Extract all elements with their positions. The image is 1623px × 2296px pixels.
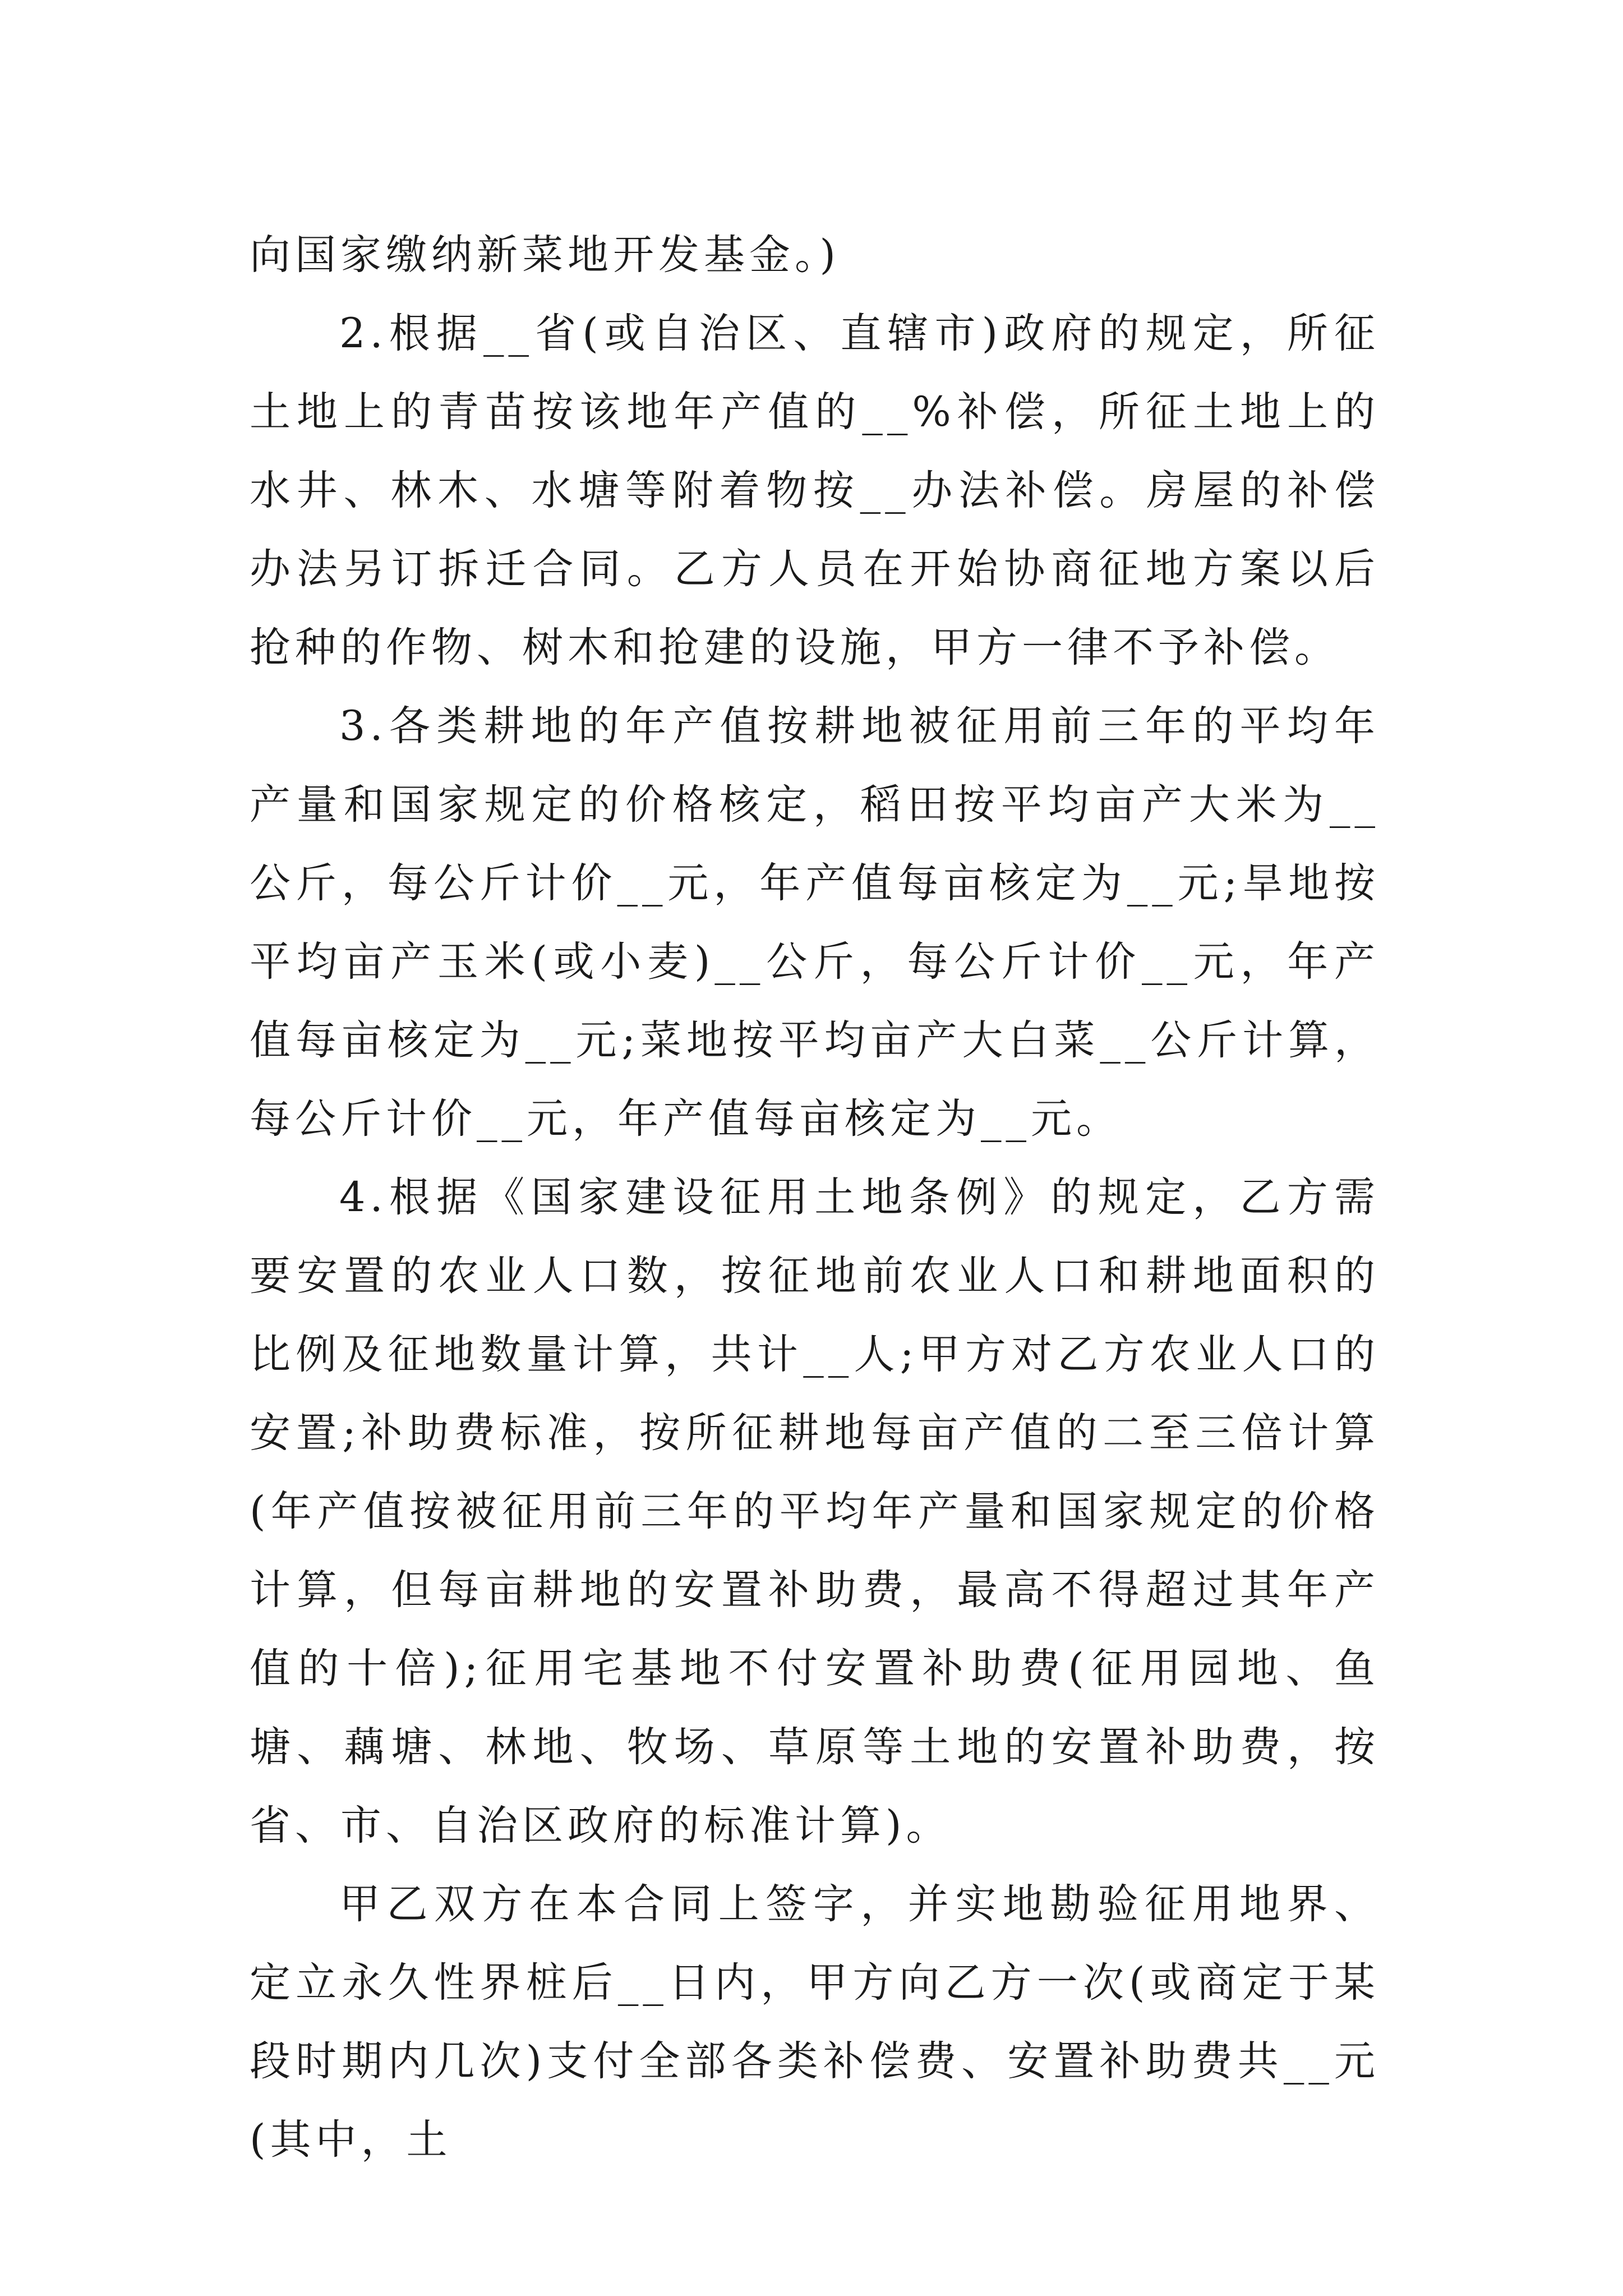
paragraph-payment: 甲乙双方在本合同上签字，并实地勘验征用地界、定立永久性界桩后__日内，甲方向乙方一次(或商定于某段时期内几次)支付全部各类补偿费、安置补助费共__元(其中，土 [250, 1880, 1380, 2164]
paragraph-continuation: 向国家缴纳新菜地开发基金。) [250, 231, 840, 279]
paragraph-clause-3: 3.各类耕地的年产值按耕地被征用前三年的平均年产量和国家规定的价格核定，稻田按平均亩产大米为__公斤，每公斤计价__元，年产值每亩核定为__元;旱地按平均亩产玉米(或小麦)__公斤，每公斤计价__元，年产值每亩核定为__元;菜地按平均亩产大白菜__公斤计算，每公斤计价__元，年产值每亩核定为__元。 [250, 702, 1380, 1143]
paragraph-clause-2: 2.根据__省(或自治区、直辖市)政府的规定，所征土地上的青苗按该地年产值的__%补偿，所征土地上的水井、林木、水塘等附着物按__办法补偿。房屋的补偿办法另订拆迁合同。乙方人员在开始协商征地方案以后抢种的作物、树木和抢建的设施，甲方一律不予补偿。 [250, 310, 1380, 671]
paragraph-clause-4: 4.根据《国家建设征用土地条例》的规定，乙方需要安置的农业人口数，按征地前农业人口和耕地面积的比例及征地数量计算，共计__人;甲方对乙方农业人口的安置;补助费标准，按所征耕地每亩产值的二至三倍计算(年产值按被征用前三年的平均年产量和国家规定的价格计算，但每亩耕地的安置补助费，最高不得超过其年产值的十倍);征用宅基地不付安置补助费(征用园地、鱼塘、藕塘、林地、牧场、草原等土地的安置补助费，按省、市、自治区政府的标准计算)。 [250, 1174, 1380, 1849]
document-body [250, 216, 1380, 2179]
